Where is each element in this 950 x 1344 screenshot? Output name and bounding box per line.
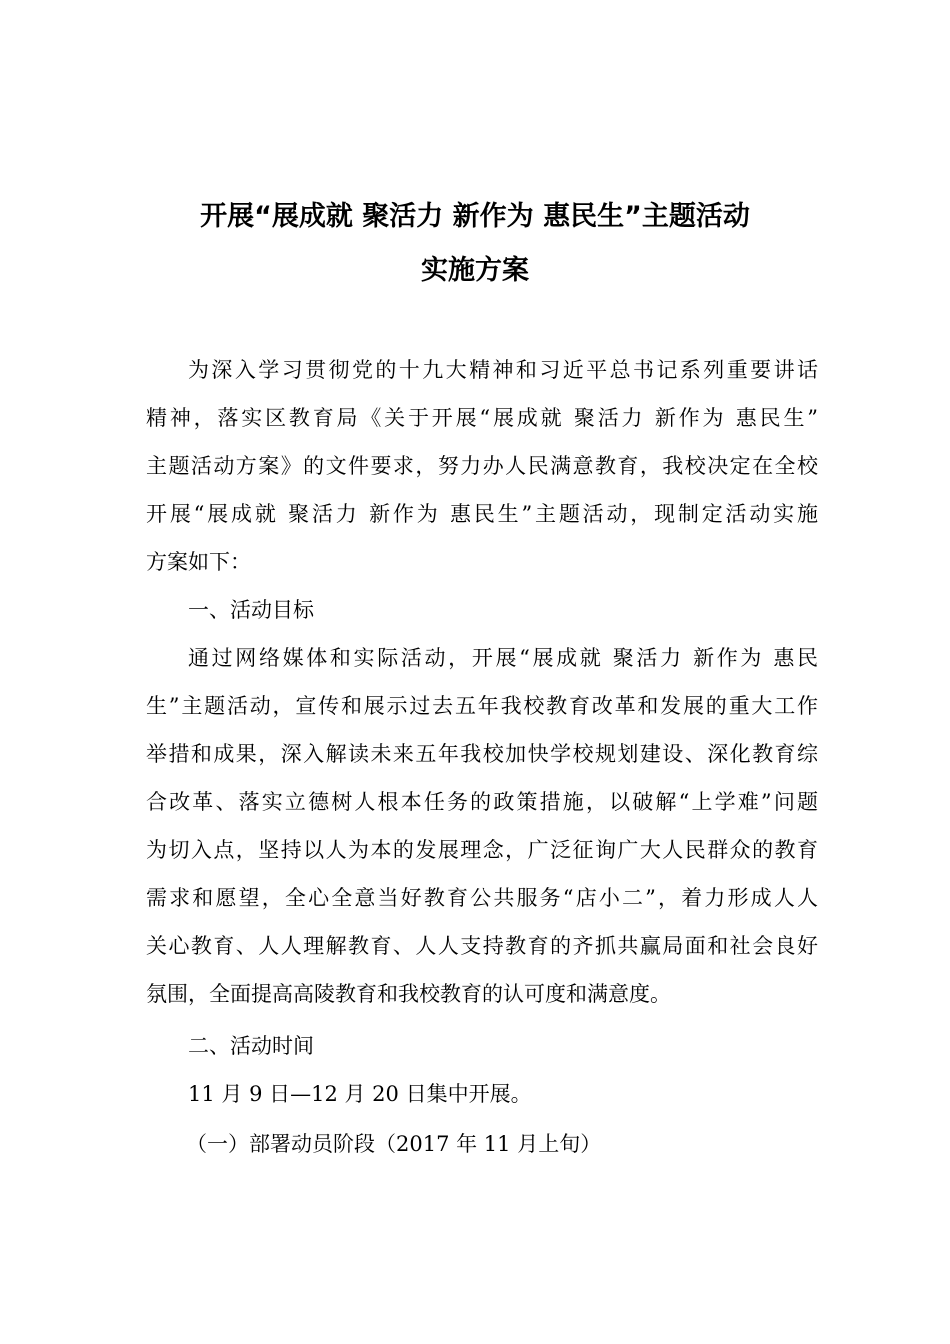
- goals-line-4: 合改革、落实立德树人根本任务的政策措施，以破解“上学难”问题: [146, 790, 818, 814]
- intro-line-3: 主题活动方案》的文件要求，努力办人民满意教育，我校决定在全校: [146, 454, 818, 478]
- document-title: [0, 190, 950, 298]
- title-line-2: 实施方案: [421, 255, 529, 286]
- intro-line-5: 方案如下：: [146, 550, 251, 574]
- intro-line-2: 精神，落实区教育局《关于开展“展成就 聚活力 新作为 惠民生”: [146, 406, 818, 430]
- goals-line-2: 生”主题活动，宣传和展示过去五年我校教育改革和发展的重大工作: [146, 694, 818, 718]
- document-body: [146, 346, 818, 1168]
- goals-line-7: 关心教育、人人理解教育、人人支持教育的齐抓共赢局面和社会良好: [146, 934, 818, 958]
- title-line-1: 开展“展成就 聚活力 新作为 惠民生”主题活动: [200, 201, 750, 232]
- goals-line-3: 举措和成果，深入解读未来五年我校加快学校规划建设、深化教育综: [146, 742, 818, 766]
- goals-line-1: 通过网络媒体和实际活动，开展“展成就 聚活力 新作为 惠民: [188, 646, 818, 670]
- stage-heading-mobilization: （一）部署动员阶段（2017 年 11 月上旬）: [186, 1132, 602, 1156]
- goals-line-8: 氛围，全面提高高陵教育和我校教育的认可度和满意度。: [146, 982, 671, 1006]
- intro-paragraph: [146, 346, 818, 586]
- intro-line-4: 开展“展成就 聚活力 新作为 惠民生”主题活动，现制定活动实施: [146, 502, 818, 526]
- activity-time-text: 11 月 9 日—12 月 20 日集中开展。: [188, 1082, 532, 1106]
- goals-line-6: 需求和愿望，全心全意当好教育公共服务“店小二”，着力形成人人: [146, 886, 818, 910]
- section-heading-goals: 一、活动目标: [188, 598, 314, 622]
- section-heading-time: 二、活动时间: [188, 1034, 314, 1058]
- goals-line-5: 为切入点，坚持以人为本的发展理念，广泛征询广大人民群众的教育: [146, 838, 818, 862]
- goals-paragraph: [146, 634, 818, 1018]
- intro-line-1: 为深入学习贯彻党的十九大精神和习近平总书记系列重要讲话: [188, 358, 818, 382]
